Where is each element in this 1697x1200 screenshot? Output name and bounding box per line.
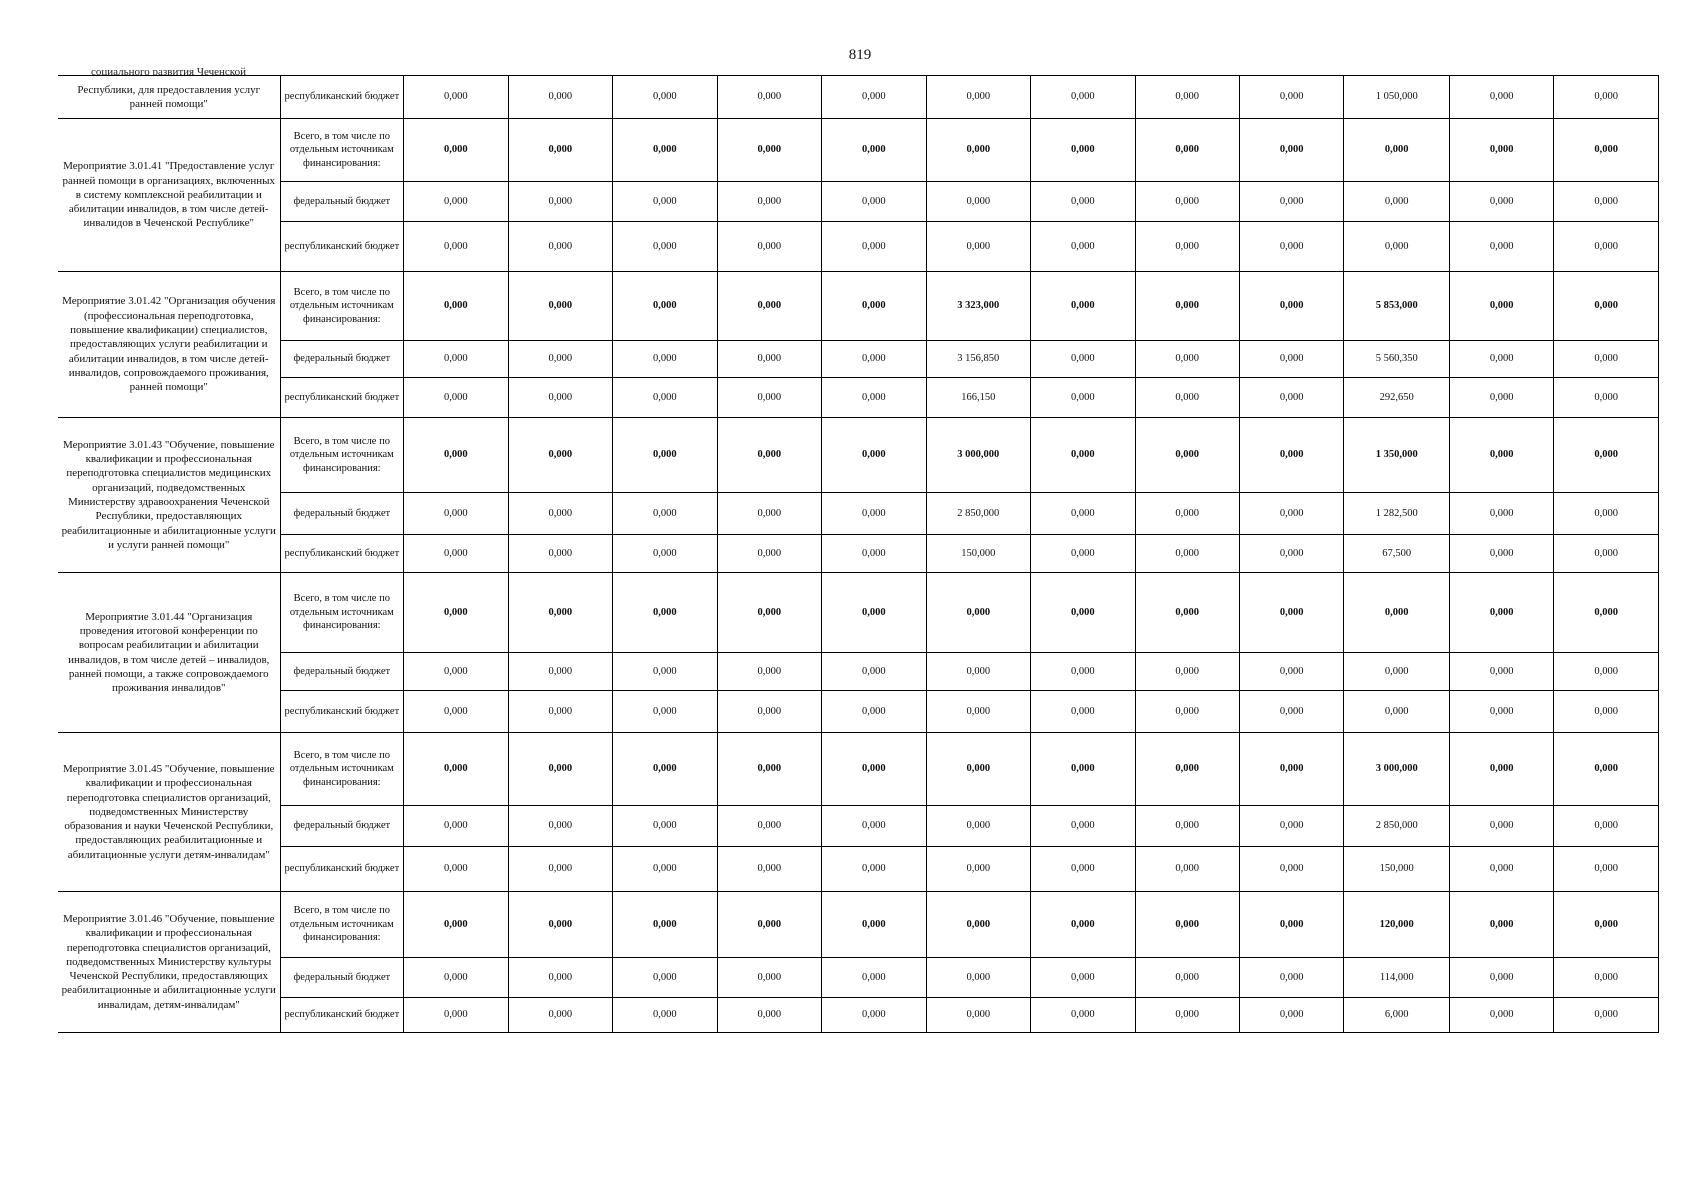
value-cell: 0,000 bbox=[1239, 573, 1343, 653]
value-cell: 0,000 bbox=[822, 958, 926, 998]
value-cell: 0,000 bbox=[404, 733, 508, 806]
value-cell: 0,000 bbox=[717, 733, 821, 806]
value-cell: 0,000 bbox=[404, 892, 508, 958]
cut-off-text: социального развития Чеченской bbox=[91, 66, 246, 76]
funding-source: Всего, в том числе по отдельным источникам финансирования: bbox=[280, 418, 404, 493]
value-cell: 0,000 bbox=[613, 418, 717, 493]
value-cell: 0,000 bbox=[613, 958, 717, 998]
value-cell: 0,000 bbox=[1239, 892, 1343, 958]
value-cell: 0,000 bbox=[508, 535, 612, 573]
value-cell: 0,000 bbox=[1031, 691, 1135, 733]
value-cell: 0,000 bbox=[1031, 892, 1135, 958]
value-cell: 0,000 bbox=[1344, 119, 1449, 182]
value-cell: 0,000 bbox=[1344, 691, 1449, 733]
value-cell: 0,000 bbox=[613, 119, 717, 182]
value-cell: 0,000 bbox=[1554, 892, 1659, 958]
value-cell: 0,000 bbox=[926, 119, 1030, 182]
value-cell: 0,000 bbox=[1239, 806, 1343, 847]
value-cell: 1 050,000 bbox=[1344, 76, 1449, 119]
value-cell: 0,000 bbox=[508, 119, 612, 182]
value-cell: 0,000 bbox=[822, 892, 926, 958]
value-cell: 0,000 bbox=[1239, 378, 1343, 418]
value-cell: 0,000 bbox=[508, 272, 612, 341]
table-row bbox=[58, 653, 1659, 691]
value-cell: 0,000 bbox=[822, 76, 926, 119]
value-cell: 0,000 bbox=[1031, 119, 1135, 182]
value-cell: 0,000 bbox=[404, 76, 508, 119]
value-cell: 0,000 bbox=[926, 733, 1030, 806]
value-cell: 0,000 bbox=[508, 998, 612, 1033]
value-cell: 0,000 bbox=[926, 691, 1030, 733]
funding-source: федеральный бюджет bbox=[280, 182, 404, 222]
funding-source: Всего, в том числе по отдельным источникам финансирования: bbox=[280, 272, 404, 341]
value-cell: 0,000 bbox=[1135, 418, 1239, 493]
funding-source: республиканский бюджет bbox=[280, 847, 404, 892]
value-cell: 0,000 bbox=[1554, 76, 1659, 119]
value-cell: 0,000 bbox=[404, 691, 508, 733]
funding-source: республиканский бюджет bbox=[280, 998, 404, 1033]
measure-name-continued: Республики, для предоставления услуг ранней помощи" bbox=[58, 76, 280, 119]
value-cell: 166,150 bbox=[926, 378, 1030, 418]
value-cell: 0,000 bbox=[717, 653, 821, 691]
value-cell: 0,000 bbox=[1554, 958, 1659, 998]
value-cell: 0,000 bbox=[613, 182, 717, 222]
value-cell: 0,000 bbox=[1554, 182, 1659, 222]
value-cell: 0,000 bbox=[1239, 535, 1343, 573]
value-cell: 0,000 bbox=[1344, 222, 1449, 272]
value-cell: 0,000 bbox=[717, 892, 821, 958]
value-cell: 0,000 bbox=[508, 378, 612, 418]
value-cell: 0,000 bbox=[1239, 998, 1343, 1033]
value-cell: 0,000 bbox=[1135, 535, 1239, 573]
value-cell: 0,000 bbox=[1449, 119, 1553, 182]
value-cell: 0,000 bbox=[1239, 493, 1343, 535]
value-cell: 0,000 bbox=[1135, 573, 1239, 653]
table-row bbox=[58, 222, 1659, 272]
value-cell: 0,000 bbox=[717, 847, 821, 892]
value-cell: 0,000 bbox=[1449, 182, 1553, 222]
value-cell: 0,000 bbox=[508, 733, 612, 806]
value-cell: 0,000 bbox=[1031, 733, 1135, 806]
value-cell: 0,000 bbox=[613, 341, 717, 378]
value-cell: 0,000 bbox=[404, 272, 508, 341]
value-cell: 0,000 bbox=[1031, 806, 1135, 847]
value-cell: 0,000 bbox=[717, 998, 821, 1033]
value-cell: 0,000 bbox=[1239, 272, 1343, 341]
value-cell: 0,000 bbox=[822, 653, 926, 691]
value-cell: 0,000 bbox=[1135, 76, 1239, 119]
value-cell: 0,000 bbox=[1031, 341, 1135, 378]
value-cell: 150,000 bbox=[1344, 847, 1449, 892]
value-cell: 0,000 bbox=[1449, 535, 1553, 573]
value-cell: 0,000 bbox=[1449, 418, 1553, 493]
funding-source: республиканский бюджет bbox=[280, 535, 404, 573]
value-cell: 0,000 bbox=[1554, 733, 1659, 806]
value-cell: 0,000 bbox=[926, 892, 1030, 958]
value-cell: 0,000 bbox=[1449, 341, 1553, 378]
value-cell: 0,000 bbox=[1135, 733, 1239, 806]
value-cell: 0,000 bbox=[613, 653, 717, 691]
table-row bbox=[58, 378, 1659, 418]
value-cell: 0,000 bbox=[1031, 182, 1135, 222]
value-cell: 0,000 bbox=[717, 76, 821, 119]
value-cell: 0,000 bbox=[508, 418, 612, 493]
value-cell: 0,000 bbox=[613, 76, 717, 119]
value-cell: 0,000 bbox=[613, 806, 717, 847]
value-cell: 0,000 bbox=[926, 958, 1030, 998]
value-cell: 0,000 bbox=[1554, 847, 1659, 892]
value-cell: 0,000 bbox=[822, 806, 926, 847]
value-cell: 0,000 bbox=[822, 733, 926, 806]
value-cell: 0,000 bbox=[1554, 691, 1659, 733]
table-row bbox=[58, 998, 1659, 1033]
value-cell: 0,000 bbox=[508, 806, 612, 847]
value-cell: 0,000 bbox=[717, 806, 821, 847]
value-cell: 0,000 bbox=[613, 535, 717, 573]
value-cell: 0,000 bbox=[1135, 998, 1239, 1033]
funding-source: федеральный бюджет bbox=[280, 341, 404, 378]
value-cell: 1 350,000 bbox=[1344, 418, 1449, 493]
value-cell: 0,000 bbox=[1449, 691, 1553, 733]
funding-source: федеральный бюджет bbox=[280, 958, 404, 998]
value-cell: 0,000 bbox=[1449, 653, 1553, 691]
value-cell: 0,000 bbox=[1554, 998, 1659, 1033]
value-cell: 0,000 bbox=[822, 222, 926, 272]
value-cell: 0,000 bbox=[1031, 535, 1135, 573]
value-cell: 0,000 bbox=[1031, 573, 1135, 653]
value-cell: 3 000,000 bbox=[1344, 733, 1449, 806]
value-cell: 0,000 bbox=[1135, 847, 1239, 892]
value-cell: 1 282,500 bbox=[1344, 493, 1449, 535]
value-cell: 0,000 bbox=[926, 653, 1030, 691]
value-cell: 0,000 bbox=[717, 119, 821, 182]
value-cell: 0,000 bbox=[1449, 378, 1553, 418]
value-cell: 0,000 bbox=[508, 653, 612, 691]
value-cell: 0,000 bbox=[1344, 653, 1449, 691]
value-cell: 0,000 bbox=[613, 998, 717, 1033]
total-row bbox=[58, 573, 1659, 653]
value-cell: 0,000 bbox=[717, 418, 821, 493]
value-cell: 0,000 bbox=[404, 958, 508, 998]
value-cell: 0,000 bbox=[717, 493, 821, 535]
value-cell: 0,000 bbox=[613, 733, 717, 806]
value-cell: 67,500 bbox=[1344, 535, 1449, 573]
value-cell: 0,000 bbox=[508, 691, 612, 733]
value-cell: 0,000 bbox=[1031, 272, 1135, 341]
value-cell: 0,000 bbox=[926, 76, 1030, 119]
value-cell: 0,000 bbox=[1031, 418, 1135, 493]
value-cell: 0,000 bbox=[926, 182, 1030, 222]
value-cell: 0,000 bbox=[613, 847, 717, 892]
value-cell: 0,000 bbox=[508, 76, 612, 119]
value-cell: 0,000 bbox=[1031, 653, 1135, 691]
value-cell: 0,000 bbox=[822, 119, 926, 182]
value-cell: 0,000 bbox=[1449, 998, 1553, 1033]
value-cell: 0,000 bbox=[404, 535, 508, 573]
value-cell: 6,000 bbox=[1344, 998, 1449, 1033]
value-cell: 0,000 bbox=[1554, 119, 1659, 182]
value-cell: 0,000 bbox=[1239, 958, 1343, 998]
value-cell: 5 560,350 bbox=[1344, 341, 1449, 378]
value-cell: 0,000 bbox=[1449, 958, 1553, 998]
value-cell: 0,000 bbox=[822, 182, 926, 222]
value-cell: 0,000 bbox=[822, 691, 926, 733]
value-cell: 0,000 bbox=[822, 378, 926, 418]
value-cell: 0,000 bbox=[1554, 341, 1659, 378]
value-cell: 0,000 bbox=[822, 998, 926, 1033]
value-cell: 0,000 bbox=[1135, 378, 1239, 418]
value-cell: 0,000 bbox=[404, 653, 508, 691]
value-cell: 0,000 bbox=[1135, 493, 1239, 535]
value-cell: 0,000 bbox=[1135, 653, 1239, 691]
total-row bbox=[58, 733, 1659, 806]
value-cell: 0,000 bbox=[1449, 806, 1553, 847]
value-cell: 0,000 bbox=[1554, 493, 1659, 535]
value-cell: 292,650 bbox=[1344, 378, 1449, 418]
value-cell: 0,000 bbox=[508, 573, 612, 653]
value-cell: 0,000 bbox=[404, 998, 508, 1033]
value-cell: 0,000 bbox=[404, 119, 508, 182]
value-cell: 0,000 bbox=[404, 493, 508, 535]
funding-source: республиканский бюджет bbox=[280, 222, 404, 272]
value-cell: 0,000 bbox=[717, 573, 821, 653]
value-cell: 0,000 bbox=[1239, 119, 1343, 182]
value-cell: 0,000 bbox=[1031, 998, 1135, 1033]
value-cell: 0,000 bbox=[1135, 272, 1239, 341]
value-cell: 0,000 bbox=[926, 806, 1030, 847]
value-cell: 0,000 bbox=[1344, 573, 1449, 653]
value-cell: 0,000 bbox=[613, 272, 717, 341]
table-body bbox=[58, 76, 1659, 1033]
table-row bbox=[58, 182, 1659, 222]
table-row bbox=[58, 341, 1659, 378]
value-cell: 0,000 bbox=[1239, 733, 1343, 806]
value-cell: 0,000 bbox=[1135, 119, 1239, 182]
value-cell: 0,000 bbox=[404, 806, 508, 847]
value-cell: 0,000 bbox=[822, 847, 926, 892]
measure-name: Мероприятие 3.01.44 "Организация проведения итоговой конференции по вопросам реабилитации и абилитации инвалидов, в том числе детей – инвалидов, ранней помощи, а также сопровождаемого проживания инвалидов" bbox=[58, 573, 280, 733]
table-row bbox=[58, 76, 1659, 119]
value-cell: 2 850,000 bbox=[926, 493, 1030, 535]
value-cell: 5 853,000 bbox=[1344, 272, 1449, 341]
value-cell: 0,000 bbox=[717, 272, 821, 341]
total-row bbox=[58, 272, 1659, 341]
funding-source: Всего, в том числе по отдельным источникам финансирования: bbox=[280, 573, 404, 653]
measure-name: Мероприятие 3.01.46 "Обучение, повышение квалификации и профессиональная переподготовка специалистов организаций, подведомственных Министерству культуры Чеченской Республики, предоставляющих реабилитационные и абилитационные услуги инвалидам, детям-инвалидам" bbox=[58, 892, 280, 1033]
value-cell: 0,000 bbox=[404, 182, 508, 222]
table-row bbox=[58, 535, 1659, 573]
total-row bbox=[58, 119, 1659, 182]
value-cell: 0,000 bbox=[822, 535, 926, 573]
value-cell: 0,000 bbox=[1239, 653, 1343, 691]
value-cell: 0,000 bbox=[1239, 182, 1343, 222]
value-cell: 0,000 bbox=[822, 272, 926, 341]
value-cell: 0,000 bbox=[1135, 691, 1239, 733]
value-cell: 150,000 bbox=[926, 535, 1030, 573]
value-cell: 0,000 bbox=[1554, 418, 1659, 493]
value-cell: 0,000 bbox=[1344, 182, 1449, 222]
value-cell: 0,000 bbox=[508, 892, 612, 958]
funding-source: Всего, в том числе по отдельным источникам финансирования: bbox=[280, 733, 404, 806]
value-cell: 3 000,000 bbox=[926, 418, 1030, 493]
value-cell: 0,000 bbox=[717, 341, 821, 378]
value-cell: 0,000 bbox=[613, 691, 717, 733]
value-cell: 0,000 bbox=[404, 847, 508, 892]
value-cell: 0,000 bbox=[1449, 573, 1553, 653]
table-row bbox=[58, 691, 1659, 733]
funding-source: Всего, в том числе по отдельным источникам финансирования: bbox=[280, 119, 404, 182]
value-cell: 0,000 bbox=[926, 573, 1030, 653]
value-cell: 114,000 bbox=[1344, 958, 1449, 998]
funding-source: федеральный бюджет bbox=[280, 653, 404, 691]
funding-source: республиканский бюджет bbox=[280, 378, 404, 418]
value-cell: 0,000 bbox=[1554, 573, 1659, 653]
measure-name: Мероприятие 3.01.43 "Обучение, повышение квалификации и профессиональная переподготовка специалистов медицинских организаций, подведомственных Министерству здравоохранения Чеченской Республики, предоставляющих реабилитационные и абилитационные услуги и услуги ранней помощи" bbox=[58, 418, 280, 573]
table-row bbox=[58, 958, 1659, 998]
value-cell: 3 323,000 bbox=[926, 272, 1030, 341]
value-cell: 0,000 bbox=[1554, 272, 1659, 341]
value-cell: 0,000 bbox=[508, 493, 612, 535]
total-row bbox=[58, 418, 1659, 493]
value-cell: 0,000 bbox=[822, 418, 926, 493]
measure-name: Мероприятие 3.01.45 "Обучение, повышение квалификации и профессиональная переподготовка специалистов организаций, подведомственных Министерству образования и науки Чеченской Республики, предоставляющих реабилитационные и абилитационные услуги детям-инвалидам" bbox=[58, 733, 280, 892]
value-cell: 0,000 bbox=[404, 378, 508, 418]
value-cell: 0,000 bbox=[404, 418, 508, 493]
value-cell: 0,000 bbox=[1135, 182, 1239, 222]
measure-name: Мероприятие 3.01.42 "Организация обучения (профессиональная переподготовка, повышение квалификации) специалистов, предоставляющих услуги реабилитации и абилитации инвалидов, в том числе детей-инвалидов, сопровождаемого проживания, ранней помощи" bbox=[58, 272, 280, 418]
table-row bbox=[58, 493, 1659, 535]
value-cell: 0,000 bbox=[404, 222, 508, 272]
value-cell: 0,000 bbox=[613, 493, 717, 535]
value-cell: 0,000 bbox=[508, 182, 612, 222]
total-row bbox=[58, 892, 1659, 958]
value-cell: 0,000 bbox=[1554, 653, 1659, 691]
value-cell: 0,000 bbox=[822, 573, 926, 653]
value-cell: 0,000 bbox=[613, 378, 717, 418]
value-cell: 0,000 bbox=[1031, 222, 1135, 272]
value-cell: 0,000 bbox=[926, 222, 1030, 272]
funding-source: Всего, в том числе по отдельным источникам финансирования: bbox=[280, 892, 404, 958]
value-cell: 120,000 bbox=[1344, 892, 1449, 958]
value-cell: 2 850,000 bbox=[1344, 806, 1449, 847]
value-cell: 0,000 bbox=[1239, 341, 1343, 378]
value-cell: 0,000 bbox=[1031, 958, 1135, 998]
value-cell: 0,000 bbox=[1135, 222, 1239, 272]
budget-table bbox=[58, 75, 1659, 1033]
value-cell: 0,000 bbox=[1135, 958, 1239, 998]
value-cell: 0,000 bbox=[1239, 222, 1343, 272]
value-cell: 0,000 bbox=[1239, 847, 1343, 892]
value-cell: 0,000 bbox=[508, 958, 612, 998]
value-cell: 0,000 bbox=[1031, 378, 1135, 418]
value-cell: 0,000 bbox=[717, 535, 821, 573]
value-cell: 0,000 bbox=[717, 958, 821, 998]
value-cell: 0,000 bbox=[1239, 76, 1343, 119]
value-cell: 0,000 bbox=[1449, 493, 1553, 535]
value-cell: 0,000 bbox=[926, 998, 1030, 1033]
table-row bbox=[58, 806, 1659, 847]
value-cell: 3 156,850 bbox=[926, 341, 1030, 378]
value-cell: 0,000 bbox=[717, 378, 821, 418]
funding-source: республиканский бюджет bbox=[280, 691, 404, 733]
funding-source: федеральный бюджет bbox=[280, 806, 404, 847]
value-cell: 0,000 bbox=[1449, 76, 1553, 119]
value-cell: 0,000 bbox=[822, 493, 926, 535]
value-cell: 0,000 bbox=[1449, 222, 1553, 272]
value-cell: 0,000 bbox=[717, 222, 821, 272]
value-cell: 0,000 bbox=[1449, 272, 1553, 341]
funding-source: федеральный бюджет bbox=[280, 493, 404, 535]
page-number: 819 bbox=[848, 47, 872, 63]
value-cell: 0,000 bbox=[1554, 378, 1659, 418]
value-cell: 0,000 bbox=[1135, 341, 1239, 378]
value-cell: 0,000 bbox=[404, 341, 508, 378]
value-cell: 0,000 bbox=[1449, 892, 1553, 958]
value-cell: 0,000 bbox=[717, 691, 821, 733]
value-cell: 0,000 bbox=[1135, 892, 1239, 958]
value-cell: 0,000 bbox=[613, 573, 717, 653]
value-cell: 0,000 bbox=[1135, 806, 1239, 847]
value-cell: 0,000 bbox=[613, 892, 717, 958]
value-cell: 0,000 bbox=[1554, 535, 1659, 573]
value-cell: 0,000 bbox=[1031, 493, 1135, 535]
value-cell: 0,000 bbox=[508, 847, 612, 892]
funding-source: республиканский бюджет bbox=[280, 76, 404, 119]
value-cell: 0,000 bbox=[1554, 222, 1659, 272]
value-cell: 0,000 bbox=[1554, 806, 1659, 847]
value-cell: 0,000 bbox=[1031, 76, 1135, 119]
value-cell: 0,000 bbox=[1449, 733, 1553, 806]
value-cell: 0,000 bbox=[613, 222, 717, 272]
table-row bbox=[58, 847, 1659, 892]
value-cell: 0,000 bbox=[1031, 847, 1135, 892]
measure-name: Мероприятие 3.01.41 "Предоставление услуг ранней помощи в организациях, включенных в систему комплексной реабилитации и абилитации инвалидов, в том числе детей-инвалидов в Чеченской Республике" bbox=[58, 119, 280, 272]
value-cell: 0,000 bbox=[1239, 691, 1343, 733]
value-cell: 0,000 bbox=[404, 573, 508, 653]
value-cell: 0,000 bbox=[508, 341, 612, 378]
value-cell: 0,000 bbox=[926, 847, 1030, 892]
value-cell: 0,000 bbox=[1239, 418, 1343, 493]
value-cell: 0,000 bbox=[717, 182, 821, 222]
value-cell: 0,000 bbox=[1449, 847, 1553, 892]
value-cell: 0,000 bbox=[822, 341, 926, 378]
value-cell: 0,000 bbox=[508, 222, 612, 272]
